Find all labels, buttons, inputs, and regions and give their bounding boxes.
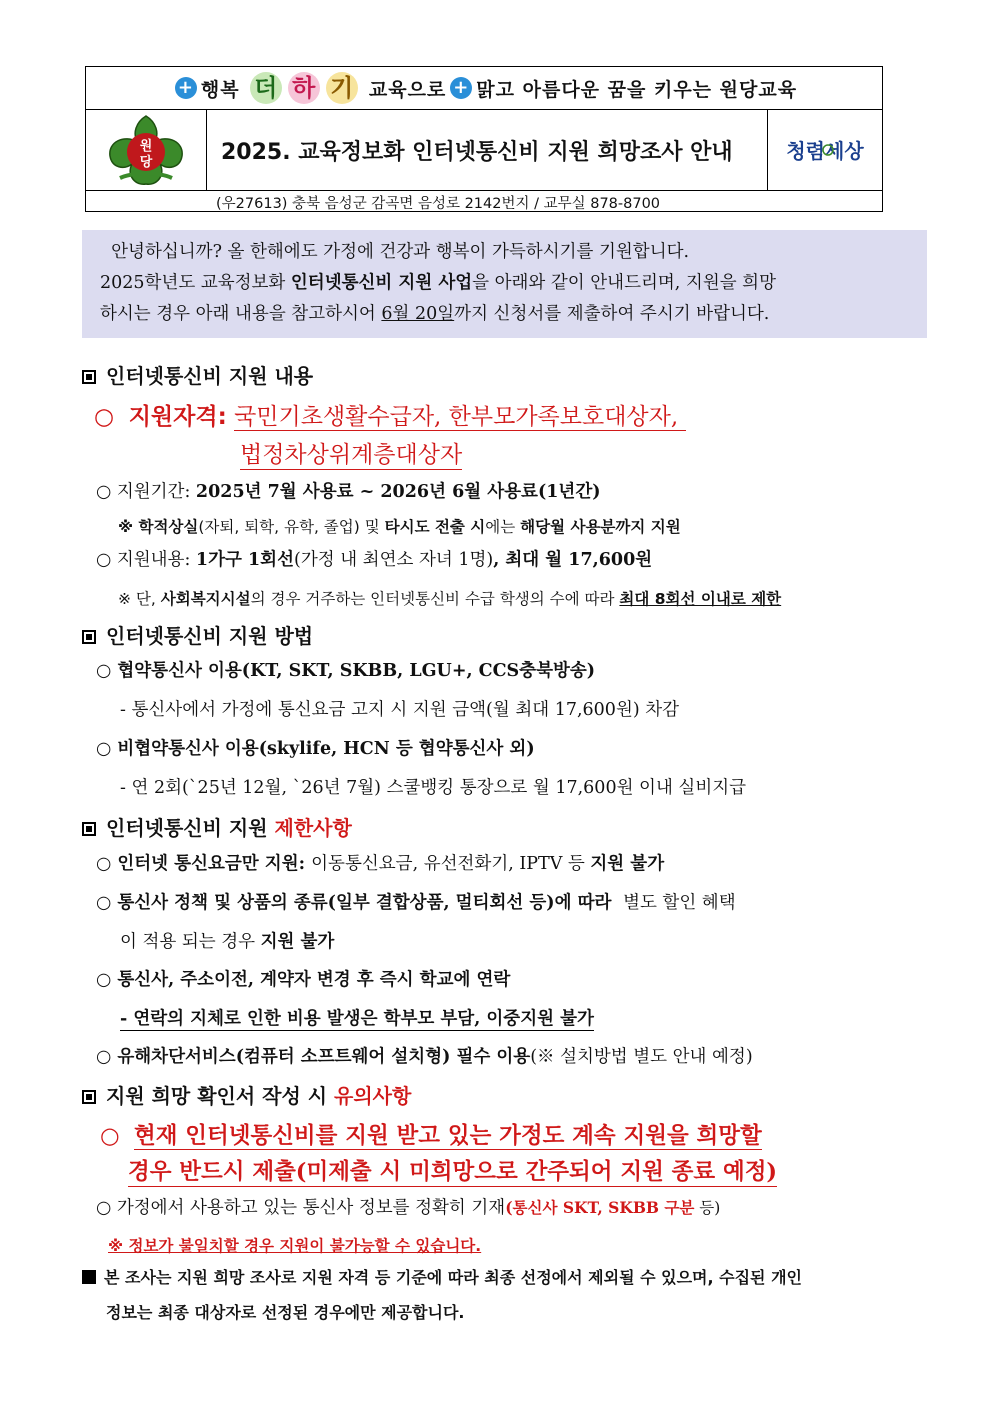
section-title-restrictions: 인터넷통신비 지원 제한사항 [82,812,352,841]
support-period: ○ 지원기간: 2025년 7월 사용료 ~ 2026년 6월 사용료(1년간) [96,482,601,502]
slogan-char-gi: 기 [326,72,358,104]
school-logo [86,110,207,190]
restriction-carrier-policy-1: ○ 통신사 정책 및 상품의 종류(일부 결합상품, 멀티회선 등)에 따라 별도 할인 혜택 [96,893,736,913]
method-nonpartner-carriers-detail: - 연 2회(`25년 12월, `26년 7월) 스쿨뱅킹 통장으로 월 17,600원 이내 실비지급 [120,778,747,798]
restriction-contact-delay: - 연락의 지체로 인한 비용 발생은 학부모 부담, 이중지원 불가 [120,1005,594,1031]
footer-line-2: 정보는 최종 대상자로 선정된 경우에만 제공합니다. [106,1303,465,1322]
slogan-rest: 맑고 아름다운 꿈을 키우는 원당교육 [476,78,798,101]
black-square-icon [82,1270,96,1284]
support-content: ○ 지원내용: 1가구 1회선(가정 내 최연소 자녀 1명), 최대 월 17,600원 [96,550,653,570]
method-nonpartner-carriers: ○ 비협약통신사 이용(skylife, HCN 등 협약통신사 외) [96,739,535,759]
address-row: (우27613) 충북 음성군 감곡면 음성로 2142번지 / 교무실 878-8700 [216,195,661,212]
slogan-education: 교육으로 [368,78,447,101]
restriction-contact-school: ○ 통신사, 주소이전, 계약자 변경 후 즉시 학교에 연락 [96,970,511,990]
square-bullet-icon [82,822,96,836]
intro-line-1: 안녕하십니까? 올 한해에도 가정에 건강과 행복이 가득하시기를 기원합니다. [111,242,690,262]
support-content-note: ※ 단, 사회복지시설의 경우 거주하는 인터넷통신비 수급 학생의 수에 따라 최대 8회선 이내로 제한 [118,590,782,608]
intro-line-2: 2025학년도 교육정보화 인터넷통신비 지원 사업을 아래와 같이 안내드리며, 지원을 희망 [100,273,776,293]
plus-icon: + [450,77,472,99]
restriction-carrier-policy-2: 이 적용 되는 경우 지원 불가 [120,932,335,952]
integrity-logo [767,110,882,190]
caution-mismatch-warning: ※ 정보가 불일치할 경우 지원이 불가능할 수 있습니다. [108,1237,482,1255]
header-table [85,66,883,212]
section-title-cautions: 지원 희망 확인서 작성 시 유의사항 [82,1080,411,1109]
support-period-note: ※ 학적상실(자퇴, 퇴학, 유학, 졸업) 및 타시도 전출 시에는 해당월 사용분까지 지원 [118,518,681,536]
method-partner-carriers-detail: - 통신사에서 가정에 통신요금 고지 시 지원 금액(월 최대 17,600원) 차감 [120,700,680,720]
square-bullet-icon [82,370,96,384]
caution-carrier-info: ○ 가정에서 사용하고 있는 통신사 정보를 정확히 기재(통신사 SKT, SKBB 구분 등) [96,1198,721,1218]
restriction-internet-only: ○ 인터넷 통신요금만 지원: 이동통신요금, 유선전화기, IPTV 등 지원 불가 [96,854,665,874]
restriction-filter-service: ○ 유해차단서비스(컴퓨터 소프트웨어 설치형) 필수 이용(※ 설치방법 별도 안내 예정) [96,1047,753,1067]
school-logo-char-2: 당 [139,155,153,170]
slogan-char-deo: 더 [250,72,282,104]
integrity-logo-text: 청렴세상 [786,139,864,163]
section-title-support-content: 인터넷통신비 지원 내용 [82,360,313,389]
square-bullet-icon [82,630,96,644]
school-emblem-icon [98,112,194,188]
eligibility-line-2: 법정차상위계층대상자 [240,436,462,470]
caution-current-recipients-2: 경우 반드시 제출(미제출 시 미희망으로 간주되어 지원 종료 예정) [128,1154,777,1187]
eligibility-line-1: ○ 지원자격: 국민기초생활수급자, 한부모가족보호대상자, [94,398,686,431]
plus-icon: + [175,77,197,99]
square-bullet-icon [82,1090,96,1104]
page-title: 2025. 교육정보화 인터넷통신비 지원 희망조사 안내 [221,139,733,165]
caution-current-recipients-1: ○ 현재 인터넷통신비를 지원 받고 있는 가정도 계속 지원을 희망할 [100,1123,762,1149]
section-title-support-method: 인터넷통신비 지원 방법 [82,620,313,649]
slogan-char-ha: 하 [288,72,320,104]
slogan-row [86,67,882,110]
integrity-logo-icon [773,125,877,175]
intro-box [82,230,927,338]
method-partner-carriers: ○ 협약통신사 이용(KT, SKT, SKBB, LGU+, CCS충북방송) [96,661,596,681]
footer-line-1: 본 조사는 지원 희망 조사로 지원 자격 등 기준에 따라 최종 선정에서 제외될 수 있으며, 수집된 개인 [82,1265,802,1288]
slogan-happy: 행복 [200,78,240,101]
intro-line-3: 하시는 경우 아래 내용을 참고하시어 6월 20일까지 신청서를 제출하여 주시기 바랍니다. [100,304,770,324]
school-logo-char-1: 원 [139,139,153,154]
